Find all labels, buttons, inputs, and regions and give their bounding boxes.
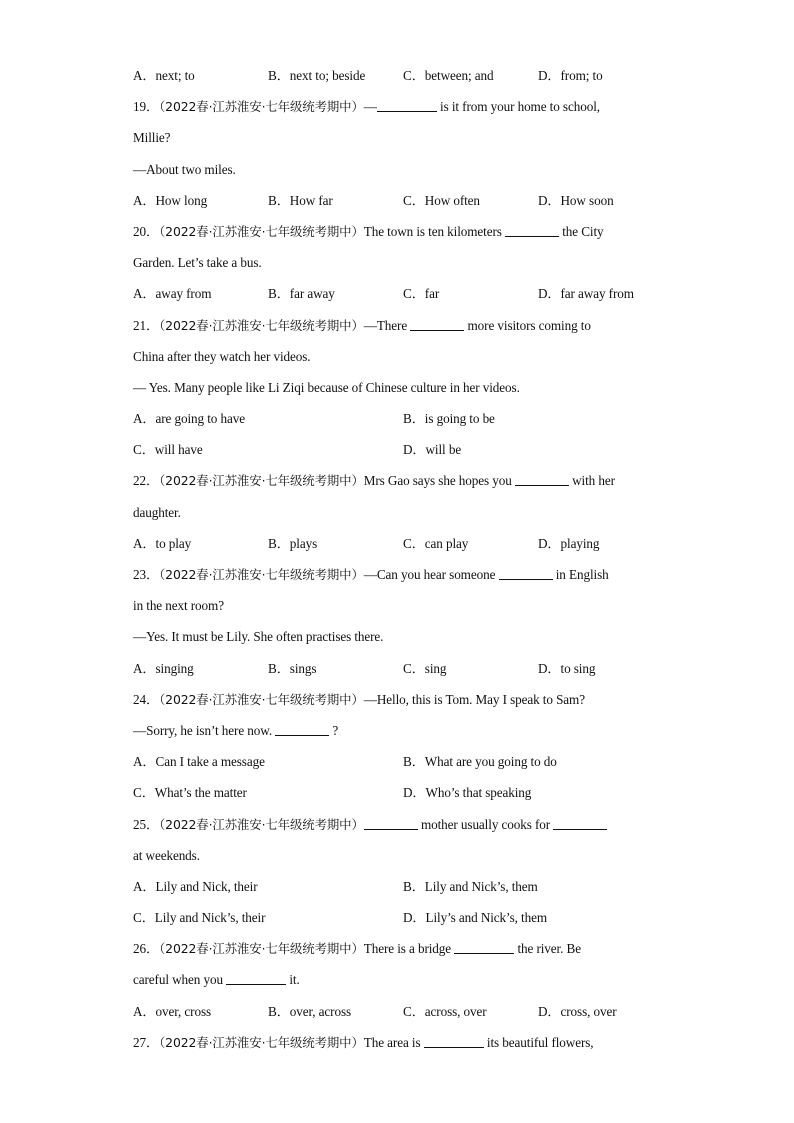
q22-options <box>133 532 673 563</box>
q19-option-d[interactable]: D．How soon <box>538 192 614 208</box>
q27-source: （2022春·江苏淮安·七年级统考期中） <box>159 1034 364 1050</box>
q24-blank[interactable] <box>275 721 329 736</box>
q27-stem <box>133 1031 673 1062</box>
q27-number: 27． <box>133 1034 160 1050</box>
q21-option-b[interactable]: B．is going to be <box>403 411 495 427</box>
q20-stem-post: the City <box>559 223 604 239</box>
q24-options-row1 <box>133 750 673 781</box>
q23-stem <box>133 563 673 594</box>
q26-option-a[interactable]: A．over, cross <box>133 1003 212 1019</box>
q21-stem-line2: China after they watch her videos. <box>133 348 311 364</box>
q24-stem-pre: —Hello, this is Tom. May I speak to Sam? <box>363 691 585 707</box>
q26-source: （2022春·江苏淮安·七年级统考期中） <box>159 941 364 957</box>
q20-blank[interactable] <box>505 222 559 237</box>
q20-stem-line2: Garden. Let’s take a bus. <box>133 255 262 271</box>
q24-option-a[interactable]: A．Can I take a message <box>133 754 265 770</box>
q26-option-c[interactable]: C．across, over <box>403 1003 487 1019</box>
q25-stem <box>133 813 673 844</box>
q20-option-a[interactable]: A．away from <box>133 286 212 302</box>
q24-option-c[interactable]: C．What’s the matter <box>133 785 247 801</box>
q22-blank[interactable] <box>515 471 569 486</box>
q18-option-b[interactable]: B．next to; beside <box>268 68 366 83</box>
q20-option-b[interactable]: B．far away <box>268 286 335 302</box>
q26-number: 26． <box>133 941 160 957</box>
q21-stem <box>133 314 673 345</box>
q21-option-a[interactable]: A．are going to have <box>133 411 245 427</box>
q23-blank[interactable] <box>499 565 553 580</box>
q20-stem-pre: The town is ten kilometers <box>363 223 506 239</box>
q20-number: 20． <box>133 223 160 239</box>
q24-line2-pre: —Sorry, he isn’t here now. <box>133 722 276 738</box>
q23-reply: —Yes. It must be Lily. She often practises there. <box>133 629 384 645</box>
q22-option-b[interactable]: B．plays <box>268 535 318 551</box>
q19-option-a[interactable]: A．How long <box>133 192 208 208</box>
q21-blank[interactable] <box>410 316 464 331</box>
q26-option-b[interactable]: B．over, across <box>268 1003 352 1019</box>
q24-source: （2022春·江苏淮安·七年级统考期中） <box>159 691 364 707</box>
q20-options <box>133 282 673 313</box>
q25-options-row1 <box>133 875 673 906</box>
q19-blank[interactable] <box>377 97 437 112</box>
q18-option-c[interactable]: C．between; and <box>403 68 494 83</box>
q25-source: （2022春·江苏淮安·七年级统考期中） <box>159 816 364 832</box>
q22-option-a[interactable]: A．to play <box>133 535 192 551</box>
q24-option-b[interactable]: B．What are you going to do <box>403 754 557 770</box>
q22-stem-line2: daughter. <box>133 504 181 520</box>
q20-option-c[interactable]: C．far <box>403 286 440 302</box>
q24-stem <box>133 688 673 719</box>
q18-option-a[interactable]: A．next; to <box>133 68 195 83</box>
q18-option-d[interactable]: D．from; to <box>538 68 603 83</box>
q23-stem-pre: —Can you hear someone <box>363 567 499 582</box>
q23-option-b[interactable]: B．sings <box>268 660 317 676</box>
q26-options <box>133 1000 673 1031</box>
q19-option-b[interactable]: B．How far <box>268 192 333 208</box>
q25-number: 25． <box>133 816 160 832</box>
q19-stem-post: is it from your home to school, <box>436 99 600 115</box>
q21-source: （2022春·江苏淮安·七年级统考期中） <box>159 317 364 333</box>
q27-stem-pre: The area is <box>363 1034 424 1050</box>
q21-options-row1 <box>133 407 673 438</box>
q21-options-row2 <box>133 438 673 469</box>
question-page <box>133 64 673 1062</box>
q26-stem <box>133 937 673 968</box>
q24-stem-line2 <box>133 719 673 750</box>
q22-option-d[interactable]: D．playing <box>538 535 600 551</box>
q18-options <box>133 64 673 95</box>
q26-line2-pre: careful when you <box>133 972 227 988</box>
q25-stem-mid: mother usually cooks for <box>417 816 554 832</box>
q26-blank-2[interactable] <box>226 970 286 985</box>
q25-option-c[interactable]: C．Lily and Nick’s, their <box>133 910 266 926</box>
q22-stem <box>133 469 673 500</box>
q21-stem-pre: —There <box>363 317 411 333</box>
q25-option-a[interactable]: A．Lily and Nick, their <box>133 878 258 894</box>
q25-options-row2 <box>133 906 673 937</box>
q24-line2-post: ? <box>329 722 339 738</box>
q20-stem <box>133 220 673 251</box>
q19-option-c[interactable]: C．How often <box>403 192 480 208</box>
q26-stem-line2 <box>133 968 673 999</box>
q23-stem-post: in English <box>552 567 609 582</box>
q25-option-b[interactable]: B．Lily and Nick’s, them <box>403 878 538 894</box>
q22-stem-pre: Mrs Gao says she hopes you <box>363 473 515 489</box>
q22-stem-post: with her <box>568 473 615 489</box>
q25-stem-line2: at weekends. <box>133 847 200 863</box>
q20-source: （2022春·江苏淮安·七年级统考期中） <box>159 223 364 239</box>
q26-option-d[interactable]: D．cross, over <box>538 1003 617 1019</box>
q23-number: 23． <box>133 567 160 582</box>
q22-number: 22． <box>133 473 160 489</box>
q19-stem-line2: Millie? <box>133 130 171 146</box>
q23-option-a[interactable]: A．singing <box>133 660 194 676</box>
q23-options <box>133 657 673 688</box>
q21-number: 21． <box>133 317 160 333</box>
q26-stem-post: the river. Be <box>514 941 581 957</box>
q19-stem <box>133 95 673 126</box>
q27-stem-post: its beautiful flowers, <box>483 1034 594 1050</box>
q21-option-c[interactable]: C．will have <box>133 442 203 458</box>
q27-blank[interactable] <box>424 1033 484 1048</box>
q23-option-d[interactable]: D．to sing <box>538 660 596 676</box>
q19-options <box>133 189 673 220</box>
q25-blank-2[interactable] <box>553 815 607 830</box>
q19-stem-pre: — <box>363 99 377 115</box>
q26-line2-post: it. <box>286 972 300 988</box>
q21-reply: — Yes. Many people like Li Ziqi because of Chinese culture in her videos. <box>133 379 520 395</box>
q19-number: 19． <box>133 99 160 115</box>
q22-option-c[interactable]: C．can play <box>403 535 469 551</box>
q19-reply: —About two miles. <box>133 161 236 177</box>
q19-source: （2022春·江苏淮安·七年级统考期中） <box>159 99 364 115</box>
q21-stem-post: more visitors coming to <box>464 317 591 333</box>
q23-source: （2022春·江苏淮安·七年级统考期中） <box>159 567 364 582</box>
q22-source: （2022春·江苏淮安·七年级统考期中） <box>159 473 364 489</box>
q21-option-d[interactable]: D．will be <box>403 442 462 458</box>
q20-option-d[interactable]: D．far away from <box>538 286 634 302</box>
q24-option-d[interactable]: D．Who’s that speaking <box>403 785 532 801</box>
q24-options-row2 <box>133 781 673 812</box>
q26-blank-1[interactable] <box>454 939 514 954</box>
q23-option-c[interactable]: C．sing <box>403 660 447 676</box>
q26-stem-pre: There is a bridge <box>363 941 455 957</box>
q25-option-d[interactable]: D．Lily’s and Nick’s, them <box>403 910 548 926</box>
q24-number: 24． <box>133 691 160 707</box>
q23-stem-line2: in the next room? <box>133 598 224 614</box>
q25-blank-1[interactable] <box>364 815 418 830</box>
